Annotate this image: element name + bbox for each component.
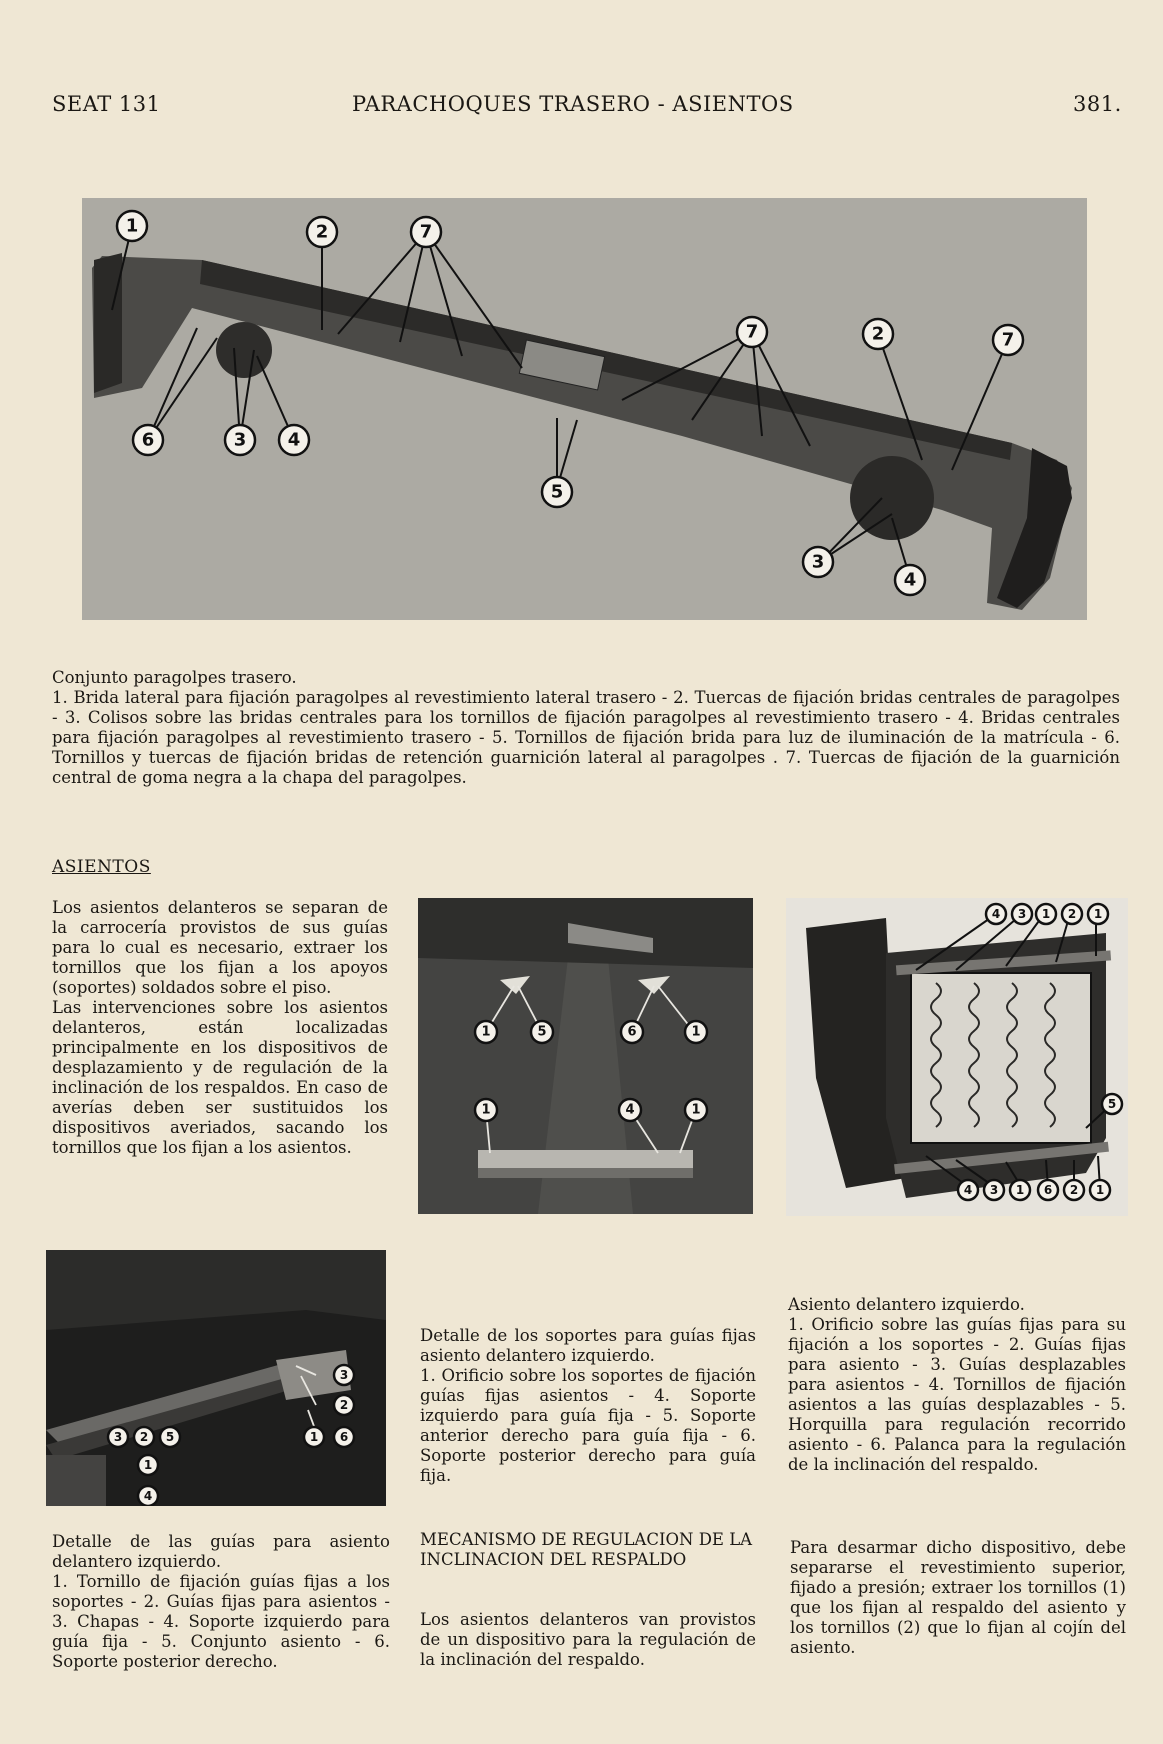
svg-text:1: 1 bbox=[691, 1102, 701, 1118]
callout-3 bbox=[108, 1427, 128, 1447]
callout-3 bbox=[803, 547, 833, 577]
svg-text:2: 2 bbox=[315, 221, 329, 243]
svg-text:6: 6 bbox=[339, 1430, 349, 1444]
rail-caption-body: 1. Tornillo de fijación guías fijas a los soportes - 2. Guías fijas para asientos - 3. Chapas - 4. Soporte izquierdo para guía fija - 5. Conjunto asiento - 6. Soporte posterior derecho. bbox=[52, 1572, 390, 1671]
svg-text:4: 4 bbox=[903, 569, 917, 591]
callout-6 bbox=[334, 1427, 354, 1447]
page-title: PARACHOQUES TRASERO - ASIENTOS bbox=[352, 92, 794, 116]
callout-3 bbox=[225, 425, 255, 455]
callout-6 bbox=[133, 425, 163, 455]
svg-text:3: 3 bbox=[811, 551, 825, 573]
floor-caption-body: 1. Orificio sobre los soportes de fijación guías fijas asientos - 4. Soporte izquierdo para guía fija - 5. Soporte anterior derecho para guía fija - 6. Soporte posterior derecho para guía fija. bbox=[420, 1366, 756, 1485]
svg-text:2: 2 bbox=[339, 1398, 349, 1412]
floor-caption-title: Detalle de los soportes para guías fijas asiento delantero izquierdo. bbox=[420, 1326, 756, 1365]
callout-2 bbox=[863, 319, 893, 349]
callout-2 bbox=[134, 1427, 154, 1447]
seat-caption bbox=[788, 1295, 1126, 1475]
svg-text:2: 2 bbox=[871, 323, 885, 345]
callout-7 bbox=[411, 217, 441, 247]
floor-supports-caption bbox=[420, 1326, 756, 1486]
callout-2 bbox=[1064, 1180, 1084, 1200]
svg-text:3: 3 bbox=[989, 1183, 999, 1197]
callout-5 bbox=[531, 1021, 553, 1043]
desarmar-paragraph: Para desarmar dicho dispositivo, debe separarse el revestimiento superior, fijado a presión; extraer los tornillos (1) que los fijan al respaldo del asiento y los tornillos (2) que lo fijan al cojín del asiento. bbox=[790, 1538, 1126, 1657]
callout-1 bbox=[117, 211, 147, 241]
page-number: 381. bbox=[1073, 92, 1122, 116]
callout-2 bbox=[1062, 904, 1082, 924]
seat-rail-caption bbox=[52, 1532, 390, 1672]
svg-text:1: 1 bbox=[309, 1430, 319, 1444]
callout-6 bbox=[621, 1021, 643, 1043]
svg-text:1: 1 bbox=[125, 215, 139, 237]
svg-text:4: 4 bbox=[287, 429, 301, 451]
callout-4 bbox=[958, 1180, 978, 1200]
svg-text:1: 1 bbox=[481, 1024, 491, 1040]
svg-text:5: 5 bbox=[550, 481, 564, 503]
seat-caption-body: 1. Orificio sobre las guías fijas para su fijación a los soportes - 2. Guías fijas para asiento - 3. Guías desplazables para asientos - 4. Tornillos de fijación asientos a las guías desplazables - 5. Horquilla para regulación recorrido asiento - 6. Palanca para la regulación de la inclinación del respaldo. bbox=[788, 1315, 1126, 1474]
mecanismo-heading: MECANISMO DE REGULACION DE LA INCLINACION DEL RESPALDO bbox=[420, 1530, 753, 1569]
floor-supports-callouts bbox=[418, 898, 753, 1214]
callout-2 bbox=[307, 217, 337, 247]
bumper-caption-body: 1. Brida lateral para fijación paragolpes al revestimiento lateral trasero - 2. Tuercas de fijación bridas centrales de paragolpes - 3. Colisos sobre las bridas centrales para los tornillos de fijación paragolpes al revestimiento trasero - 4. Bridas centrales para fijación paragolpes al revestimiento trasero - 5. Tornillos de fijación brida para luz de iluminación de la matrícula - 6. Tornillos y tuercas de fijación bridas de retención guarnición lateral al paragolpes . 7. Tuercas de fijación de la guarnición central de goma negra a la chapa del paragolpes. bbox=[52, 688, 1120, 787]
callout-1 bbox=[1090, 1180, 1110, 1200]
callout-6 bbox=[1038, 1180, 1058, 1200]
callout-2 bbox=[334, 1395, 354, 1415]
bumper-callouts bbox=[82, 198, 1087, 620]
callout-5 bbox=[160, 1427, 180, 1447]
callout-4 bbox=[619, 1099, 641, 1121]
bumper-caption-title: Conjunto paragolpes trasero. bbox=[52, 668, 297, 687]
seat-caption-title: Asiento delantero izquierdo. bbox=[788, 1295, 1025, 1314]
callout-1 bbox=[475, 1021, 497, 1043]
svg-text:4: 4 bbox=[991, 907, 1001, 921]
svg-text:6: 6 bbox=[1043, 1183, 1053, 1197]
svg-text:4: 4 bbox=[625, 1102, 635, 1118]
svg-text:1: 1 bbox=[1095, 1183, 1105, 1197]
rail-caption-title: Detalle de las guías para asiento delantero izquierdo. bbox=[52, 1532, 390, 1571]
callout-4 bbox=[138, 1486, 158, 1506]
svg-text:6: 6 bbox=[627, 1024, 637, 1040]
callout-1 bbox=[475, 1099, 497, 1121]
mecanismo-body: Los asientos delanteros van provistos de un dispositivo para la regulación de la inclinación del respaldo. bbox=[420, 1610, 756, 1669]
svg-text:7: 7 bbox=[419, 221, 433, 243]
callout-1 bbox=[1088, 904, 1108, 924]
callout-4 bbox=[279, 425, 309, 455]
svg-text:7: 7 bbox=[1001, 329, 1015, 351]
callout-1 bbox=[685, 1099, 707, 1121]
svg-text:1: 1 bbox=[691, 1024, 701, 1040]
svg-text:1: 1 bbox=[1015, 1183, 1025, 1197]
svg-text:5: 5 bbox=[165, 1430, 175, 1444]
svg-text:2: 2 bbox=[139, 1430, 149, 1444]
svg-text:3: 3 bbox=[339, 1368, 349, 1382]
callout-1 bbox=[1010, 1180, 1030, 1200]
callout-3 bbox=[984, 1180, 1004, 1200]
callout-3 bbox=[334, 1365, 354, 1385]
callout-1 bbox=[1036, 904, 1056, 924]
asientos-paragraph-2: Las intervenciones sobre los asientos delanteros, están localizadas principalmente en los dispositivos de desplazamiento y de regulación de la inclinación de los respaldos. En caso de averías deben ser sustituidos los dispositivos averiados, sacando los tornillos que los fijan a los asientos. bbox=[52, 998, 388, 1157]
callout-7 bbox=[993, 325, 1023, 355]
svg-text:5: 5 bbox=[537, 1024, 547, 1040]
section-heading-asientos: ASIENTOS bbox=[52, 857, 151, 877]
callout-3 bbox=[1012, 904, 1032, 924]
callout-1 bbox=[138, 1455, 158, 1475]
manual-model: SEAT 131 bbox=[52, 92, 161, 116]
asientos-text bbox=[52, 898, 388, 1158]
svg-text:5: 5 bbox=[1107, 1097, 1117, 1111]
svg-text:3: 3 bbox=[233, 429, 247, 451]
svg-text:4: 4 bbox=[143, 1489, 153, 1503]
svg-text:4: 4 bbox=[963, 1183, 973, 1197]
callout-4 bbox=[986, 904, 1006, 924]
bumper-caption bbox=[52, 668, 1120, 788]
svg-text:1: 1 bbox=[1041, 907, 1051, 921]
svg-text:2: 2 bbox=[1069, 1183, 1079, 1197]
svg-text:2: 2 bbox=[1067, 907, 1077, 921]
callout-5 bbox=[1102, 1094, 1122, 1114]
svg-text:1: 1 bbox=[143, 1458, 153, 1472]
callout-7 bbox=[737, 317, 767, 347]
svg-text:3: 3 bbox=[1017, 907, 1027, 921]
seat-underside-callouts bbox=[786, 898, 1128, 1216]
svg-text:1: 1 bbox=[1093, 907, 1103, 921]
seat-rail-callouts bbox=[46, 1250, 386, 1506]
svg-text:6: 6 bbox=[141, 429, 155, 451]
svg-text:1: 1 bbox=[481, 1102, 491, 1118]
callout-1 bbox=[685, 1021, 707, 1043]
asientos-paragraph-1: Los asientos delanteros se separan de la carrocería provistos de sus guías para lo cual es necesario, extraer los tornillos que los fijan a los apoyos (soportes) soldados sobre el piso. bbox=[52, 898, 388, 997]
callout-4 bbox=[895, 565, 925, 595]
svg-text:7: 7 bbox=[745, 321, 759, 343]
callout-5 bbox=[542, 477, 572, 507]
svg-text:3: 3 bbox=[113, 1430, 123, 1444]
callout-1 bbox=[304, 1427, 324, 1447]
